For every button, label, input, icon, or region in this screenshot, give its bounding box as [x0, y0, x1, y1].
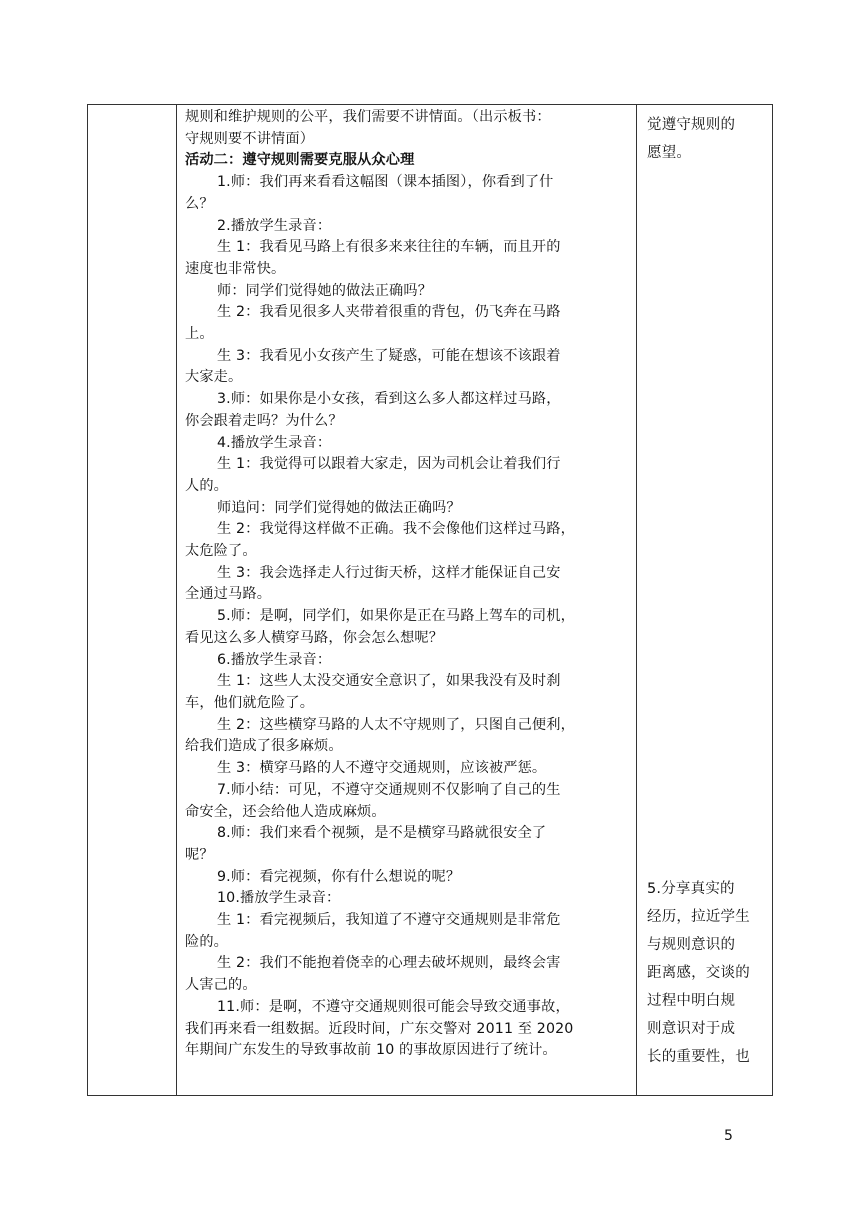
content-line: 3.师：如果你是小女孩，看到这么多人都这样过马路，: [217, 391, 561, 408]
content-line: 10.播放学生录音：: [217, 890, 341, 907]
content-line: 年期间广东发生的导致事故前 10 的事故原因进行了统计。: [185, 1042, 557, 1059]
design-note-top: [647, 105, 766, 167]
content-line: 么？: [185, 195, 214, 212]
content-line: 规则和维护规则的公平，我们需要不讲情面。（出示板书：: [185, 109, 551, 125]
content-line: 看见这么多人横穿马路，你会怎么想呢？: [185, 629, 444, 646]
content-line: 11.师：是啊，不遵守交通规则很可能会导致交通事故，: [217, 998, 570, 1015]
content-line: 师：同学们觉得她的做法正确吗？: [217, 282, 433, 299]
content-line: 生 2：我觉得这样做不正确。我不会像他们这样过马路，: [217, 521, 575, 538]
design-note-line: 长的重要性，也: [647, 1049, 750, 1065]
content-line: 生 3：我看见小女孩产生了疑惑，可能在想该不该跟着: [217, 347, 561, 364]
content-line: 生 2：我们不能抱着侥幸的心理去破坏规则，最终会害: [217, 955, 561, 972]
content-line: 人害己的。: [185, 977, 257, 994]
content-line: 生 1：这些人太没交通安全意识了，如果我没有及时刹: [217, 673, 561, 690]
content-line: 5.师：是啊，同学们，如果你是正在马路上驾车的司机，: [217, 608, 575, 625]
lesson-content-column: [177, 105, 636, 1095]
content-line: 我们再来看一组数据。近段时间，广东交警对 2011 至 2020: [185, 1020, 574, 1037]
design-note-line: 距离感，交谈的: [647, 965, 750, 981]
content-line: 呢？: [185, 846, 214, 863]
design-note-line: 觉遵守规则的: [647, 117, 736, 133]
content-line: 8.师：我们来看个视频，是不是横穿马路就很安全了: [217, 825, 547, 842]
content-line: 生 1：看完视频后，我知道了不遵守交通规则是非常危: [217, 912, 561, 929]
content-line: 6.播放学生录音：: [217, 651, 332, 668]
content-line: 速度也非常快。: [185, 260, 286, 277]
design-note-line: 过程中明白规: [647, 993, 736, 1009]
content-line: 太危险了。: [185, 543, 257, 560]
content-line: 命安全，还会给他人造成麻烦。: [185, 803, 386, 820]
content-line: 你会跟着走吗？为什么？: [185, 412, 343, 429]
content-line: 车，他们就危险了。: [185, 694, 315, 711]
content-line: 人的。: [185, 477, 229, 494]
content-line: 生 3：横穿马路的人不遵守交通规则，应该被严惩。: [217, 760, 547, 777]
design-note-line: 与规则意识的: [647, 937, 736, 953]
content-line: 生 1：我觉得可以跟着大家走，因为司机会让着我们行: [217, 456, 561, 473]
content-line: 生 2：这些横穿马路的人太不守规则了，只图自己便利，: [217, 716, 575, 733]
content-line: 1.师：我们再来看看这幅图（课本插图），你看到了什: [217, 174, 554, 191]
content-line: 险的。: [185, 933, 229, 950]
design-note-line: 则意识对于成: [647, 1021, 736, 1037]
notes-spacer: [647, 167, 766, 875]
content-line: 上。: [185, 326, 214, 343]
design-note-line: 经历，拉近学生: [647, 909, 750, 925]
page-number: 5: [724, 1128, 733, 1144]
design-notes-column: [637, 105, 772, 1095]
content-line: 全通过马路。: [185, 586, 272, 603]
design-note-line: 愿望。: [647, 145, 692, 161]
table-left-column: [88, 105, 176, 1095]
content-line: 给我们造成了很多麻烦。: [185, 738, 343, 755]
content-line: 守规则要不讲情面）: [185, 130, 315, 147]
lesson-plan-table: [87, 104, 773, 1096]
content-line: 生 1：我看见马路上有很多来来往往的车辆，而且开的: [217, 239, 561, 256]
content-line: 2.播放学生录音：: [217, 217, 332, 234]
content-line: 7.师小结：可见，不遵守交通规则不仅影响了自己的生: [217, 781, 561, 798]
content-line: 师追问：同学们觉得她的做法正确吗？: [217, 499, 461, 516]
activity-heading: 活动二：遵守规则需要克服从众心理: [185, 152, 415, 169]
content-line: 大家走。: [185, 369, 243, 386]
design-note-bottom: [647, 875, 766, 1071]
content-line: 生 3：我会选择走人行过街天桥，这样才能保证自己安: [217, 564, 561, 581]
content-line: 4.播放学生录音：: [217, 434, 332, 451]
design-note-line: 5.分享真实的: [647, 881, 735, 897]
content-line: 生 2：我看见很多人夹带着很重的背包，仍飞奔在马路: [217, 304, 561, 321]
content-line: 9.师：看完视频，你有什么想说的呢？: [217, 868, 461, 885]
